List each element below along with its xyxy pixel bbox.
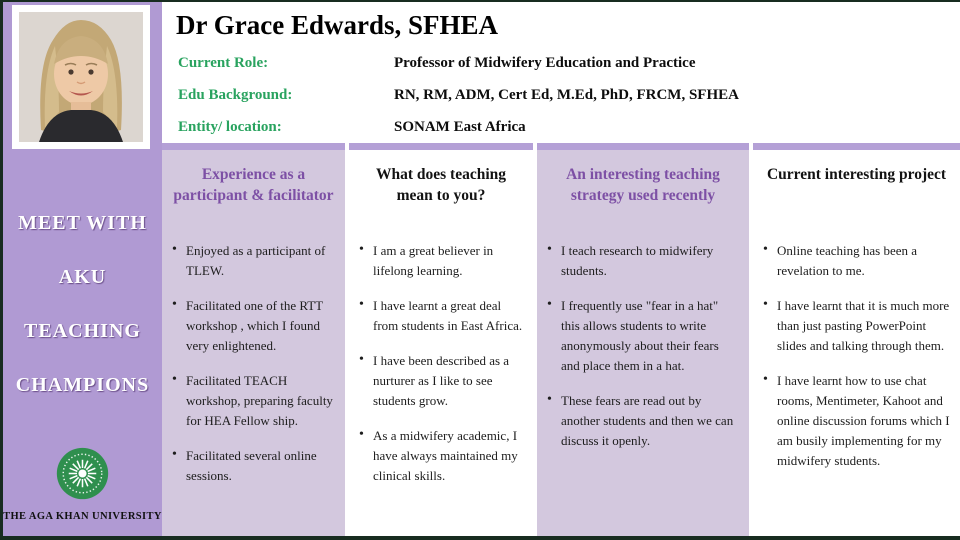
content-columns <box>162 143 960 536</box>
bullet-item: • These fears are read out by another students and then we can discuss it openly. <box>546 391 740 451</box>
column-top-bar <box>349 143 533 150</box>
logo-caption: THE AGA KHAN UNIVERSITY <box>3 511 162 522</box>
column-teaching-meaning <box>349 143 533 536</box>
portrait-illustration <box>19 12 143 142</box>
bullet-item: • I have been described as a nurturer as I like to see students grow. <box>358 351 524 411</box>
bullet-item: • I have learnt how to use chat rooms, Mentimeter, Kahoot and online discussion forums which I am busily implementing for my midwifery students. <box>762 371 951 471</box>
column-experience <box>162 143 345 536</box>
sidebar-title-line-4: CHAMPIONS <box>15 374 150 396</box>
sidebar-title-line-2: AKU <box>58 266 107 288</box>
page-title: Dr Grace Edwards, SFHEA <box>176 10 498 40</box>
slide-edge-bottom <box>0 536 960 540</box>
bullet-item: • I have learnt that it is much more than just pasting PowerPoint slides and talking through them. <box>762 296 951 356</box>
column-experience-bullets <box>171 241 336 486</box>
bullet-item: • Facilitated several online sessions. <box>171 446 336 486</box>
sidebar-title-line-1: MEET WITH <box>18 212 147 234</box>
info-value-entity-location: SONAM East Africa <box>394 119 526 135</box>
column-current-project-bullets <box>762 241 951 471</box>
bullet-item: • Online teaching has been a revelation to me. <box>762 241 951 281</box>
info-label-edu-background: Edu Background: <box>178 87 293 103</box>
info-label-current-role: Current Role: <box>178 55 269 71</box>
column-teaching-strategy-header: An interesting teaching strategy used recently <box>566 166 720 204</box>
column-current-project-header: Current interesting project <box>766 166 947 183</box>
aga-khan-emblem-icon <box>55 446 110 501</box>
header <box>162 2 960 143</box>
column-experience-header: Experience as a participant & facilitator <box>173 166 334 204</box>
column-current-project <box>753 143 960 536</box>
bullet-item: • I teach research to midwifery students. <box>546 241 740 281</box>
column-top-bar <box>753 143 960 150</box>
info-label-entity-location: Entity/ location: <box>178 119 282 135</box>
column-teaching-meaning-bullets <box>358 241 524 486</box>
info-value-edu-background: RN, RM, ADM, Cert Ed, M.Ed, PhD, FRCM, SFHEA <box>394 87 739 103</box>
sidebar-title-line-3: TEACHING <box>24 320 141 342</box>
info-grid <box>178 55 960 136</box>
sidebar <box>3 2 162 536</box>
column-teaching-meaning-header: What does teaching mean to you? <box>375 166 507 204</box>
bullet-item: • I have learnt a great deal from students in East Africa. <box>358 296 524 336</box>
profile-photo <box>12 5 150 149</box>
bullet-item: • I am a great believer in lifelong learning. <box>358 241 524 281</box>
column-teaching-strategy <box>537 143 749 536</box>
column-teaching-strategy-bullets <box>546 241 740 451</box>
bullet-item: • Facilitated TEACH workshop, preparing faculty for HEA Fellow ship. <box>171 371 336 431</box>
university-logo <box>3 446 162 522</box>
info-value-current-role: Professor of Midwifery Education and Practice <box>394 55 696 71</box>
column-top-bar <box>537 143 749 150</box>
bullet-item: • Enjoyed as a participant of TLEW. <box>171 241 336 281</box>
bullet-item: • As a midwifery academic, I have always maintained my clinical skills. <box>358 426 524 486</box>
sidebar-title <box>3 210 162 426</box>
column-top-bar <box>162 143 345 150</box>
bullet-item: • Facilitated one of the RTT workshop , which I found very enlightened. <box>171 296 336 356</box>
bullet-item: • I frequently use "fear in a hat" this allows students to write anonymously about their fears and place them in a hat. <box>546 296 740 376</box>
